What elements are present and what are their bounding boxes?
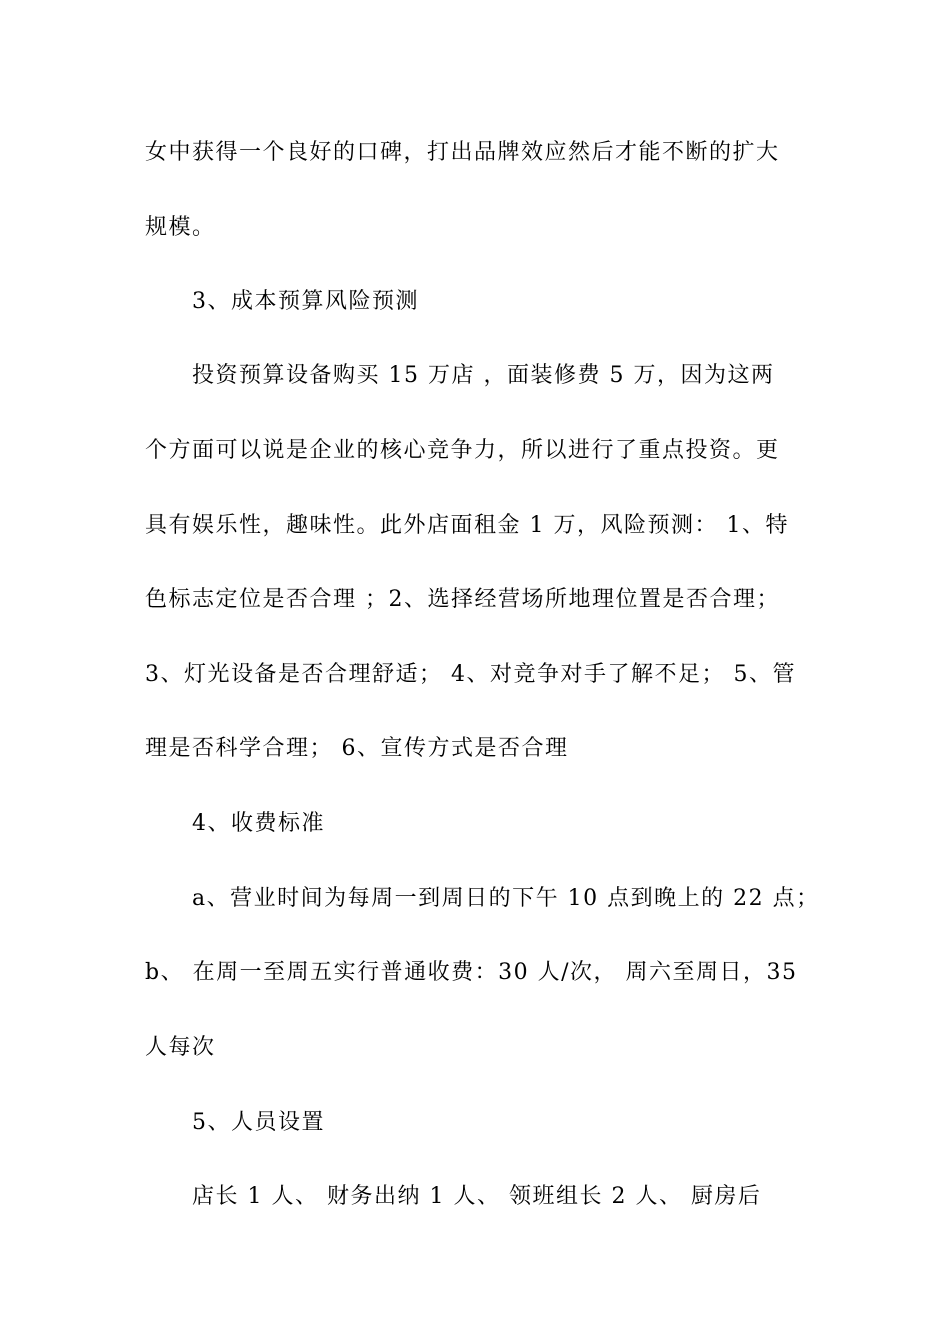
- section-heading: 3、成本预算风险预测: [192, 289, 419, 314]
- paragraph-line: 规模。: [145, 215, 216, 240]
- paragraph-line: a、营业时间为每周一到周日的下午 10 点到晚上的 22 点；: [192, 886, 820, 911]
- paragraph-line: 女中获得一个良好的口碑，打出品牌效应然后才能不断的扩大: [145, 140, 780, 165]
- paragraph-line: 个方面可以说是企业的核心竞争力，所以进行了重点投资。更: [145, 438, 780, 463]
- paragraph-line: 具有娱乐性，趣味性。此外店面租金 1 万，风险预测： 1、特: [145, 513, 789, 538]
- paragraph-line: 店长 1 人、 财务出纳 1 人、 领班组长 2 人、 厨房后: [192, 1184, 762, 1209]
- paragraph-line: 色标志定位是否合理 ；2、选择经营场所地理位置是否合理；: [145, 587, 780, 612]
- paragraph-line: 理是否科学合理； 6、宣传方式是否合理: [145, 736, 569, 761]
- section-heading: 4、收费标准: [192, 811, 325, 836]
- paragraph-line: 投资预算设备购买 15 万店 ，面装修费 5 万，因为这两: [192, 363, 775, 388]
- paragraph-line: b、 在周一至周五实行普通收费：30 人/次， 周六至周日，35: [145, 960, 798, 985]
- paragraph-line: 3、灯光设备是否合理舒适； 4、对竞争对手了解不足； 5、管: [145, 662, 796, 687]
- paragraph-line: 人每次: [145, 1035, 216, 1060]
- section-heading: 5、人员设置: [192, 1110, 325, 1135]
